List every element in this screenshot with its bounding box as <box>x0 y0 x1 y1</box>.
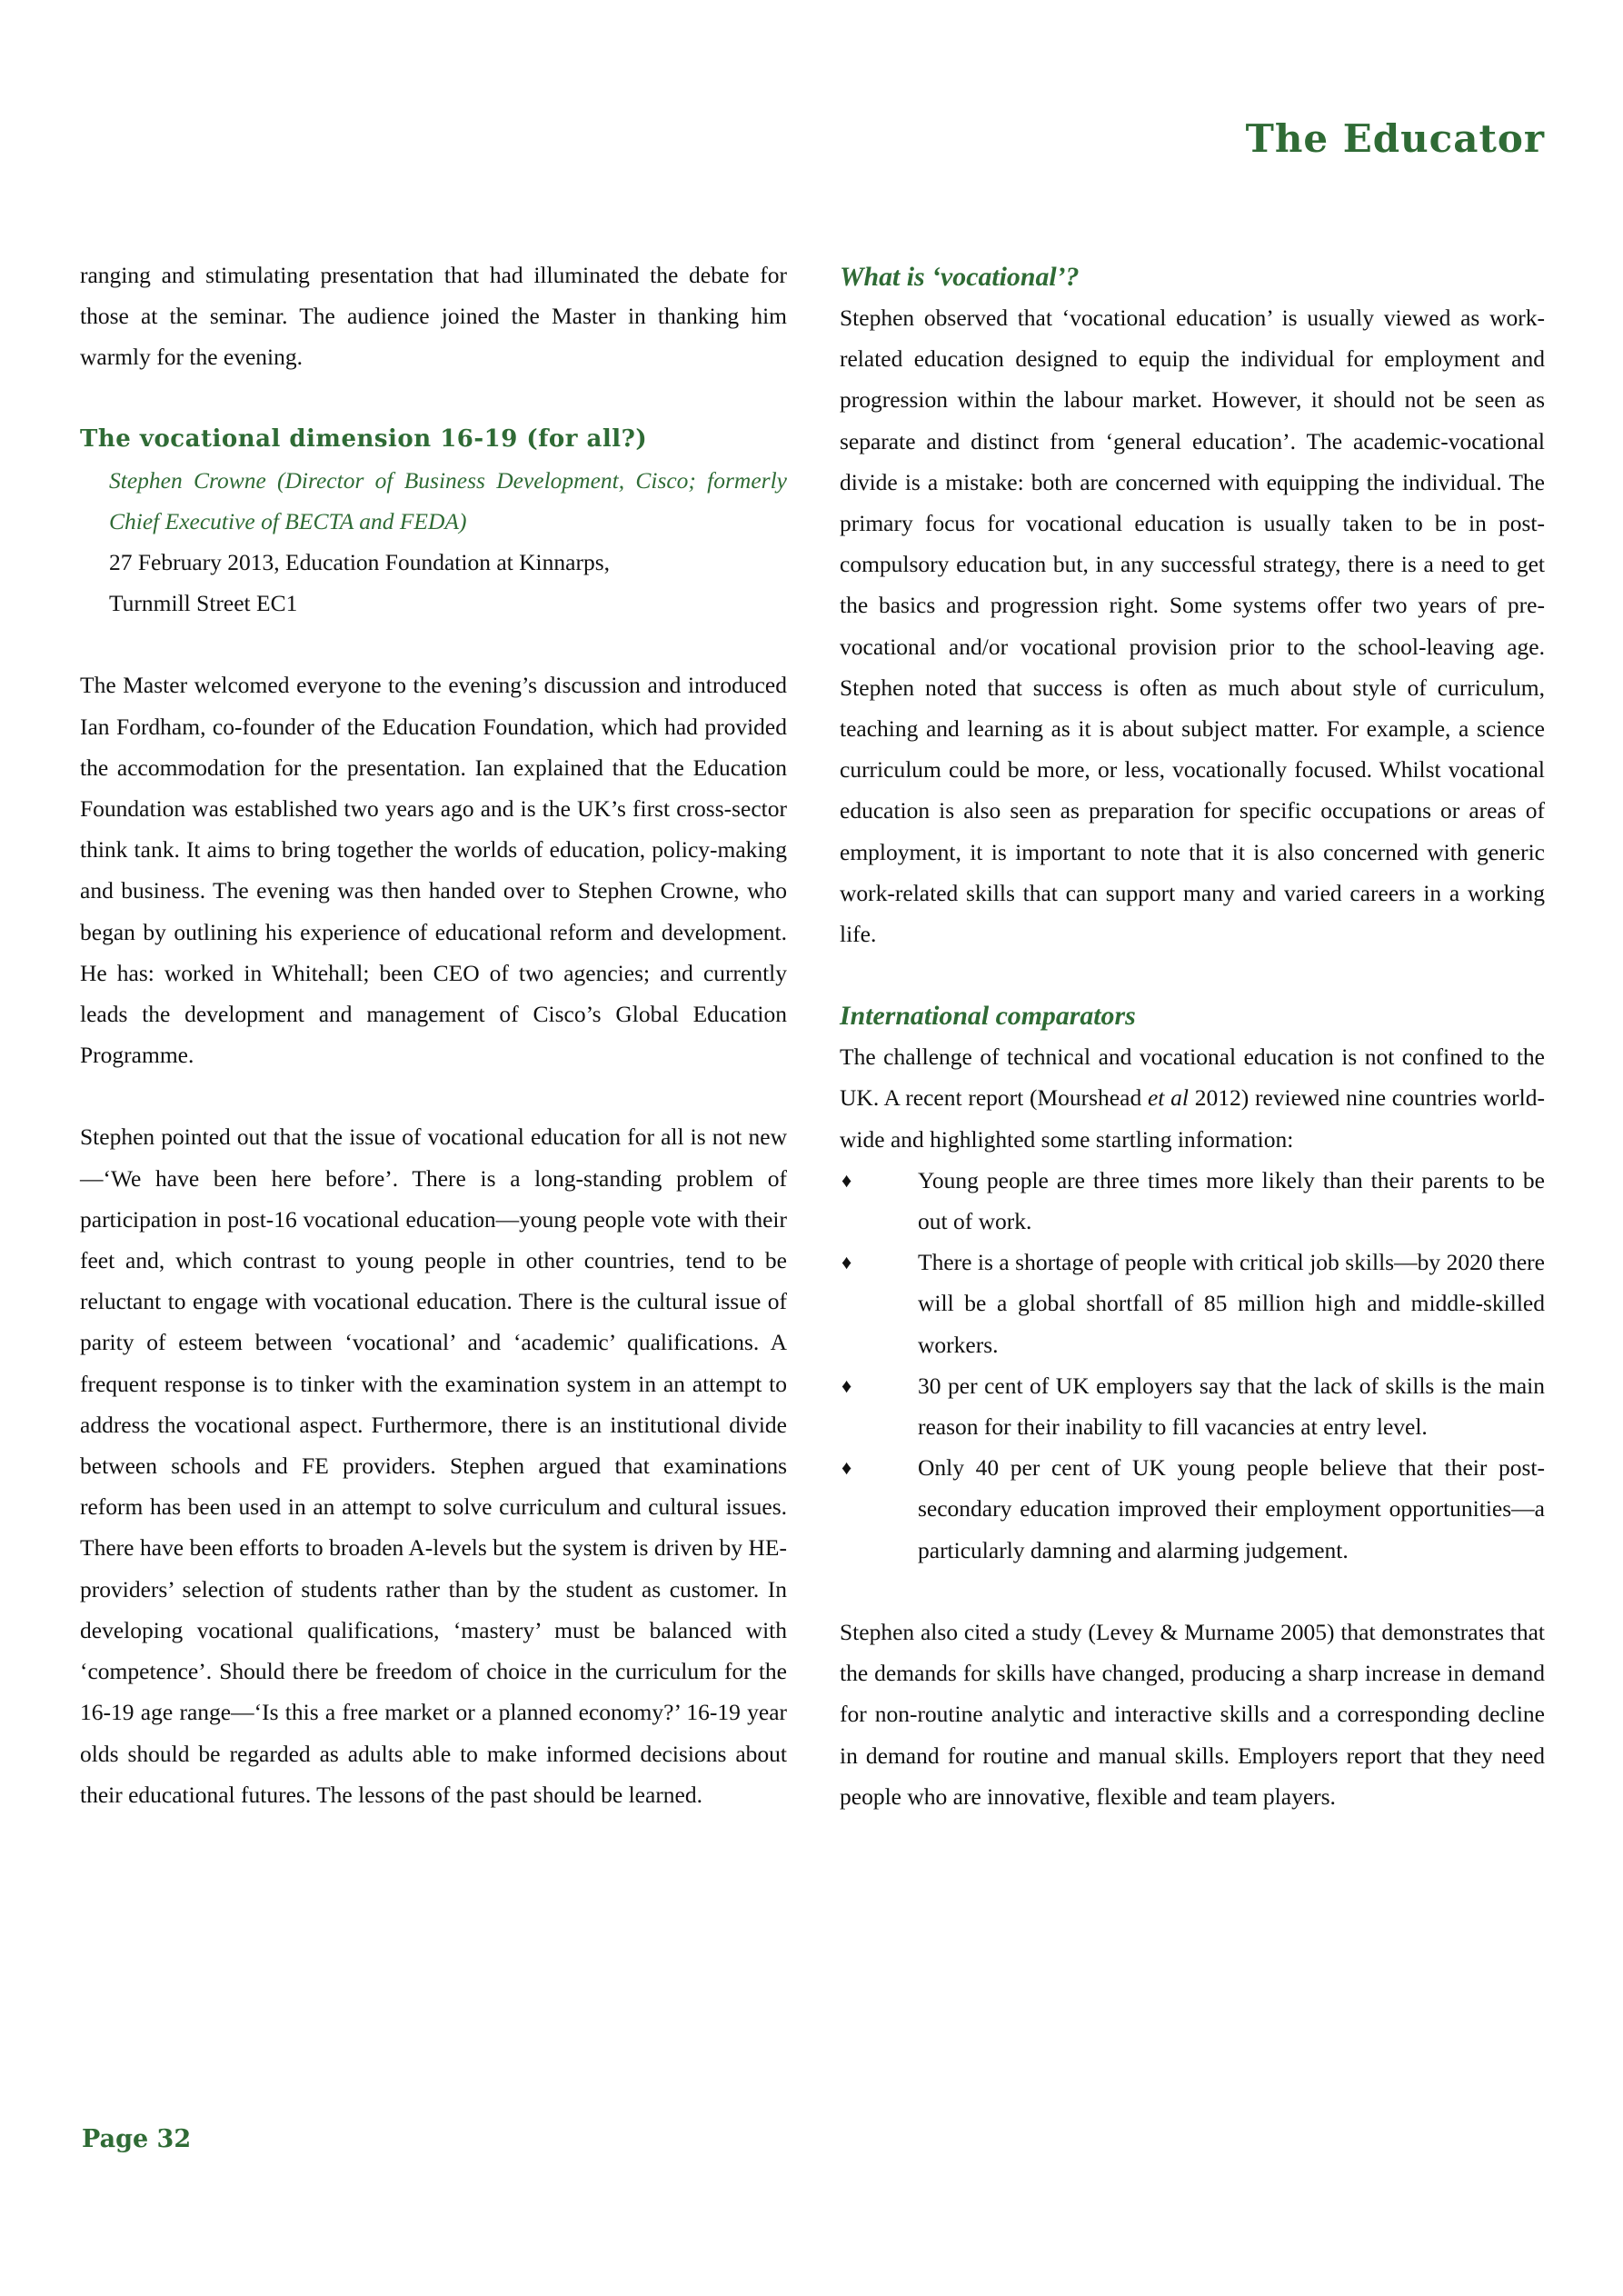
right-column <box>840 256 1545 1817</box>
diamond-bullet-icon: ♦ <box>841 1373 852 1397</box>
spacer <box>80 1075 787 1116</box>
spacer <box>840 954 1545 995</box>
subheading-international-comparators: International comparators <box>840 1001 1136 1032</box>
spacer <box>80 624 787 664</box>
publication-title: The Educator <box>1245 116 1545 161</box>
list-item-text: 30 per cent of UK employers say that the lack of skills is the main reason for their inability to fill vacancies at entry level. <box>918 1372 1545 1441</box>
diamond-bullet-icon: ♦ <box>841 1251 852 1274</box>
body-paragraph: Stephen pointed out that the issue of vocational education for all is not new—‘We have been here before’. There is a long-standing problem of participation in post-16 vocational education—young people vote with their feet and, which contrast to young people in other countries, tend to be reluctant to engage with vocational education. There is the cultural issue of parity of esteem between ‘vocational’ and ‘academic’ qualifications. A frequent response is to tinker with the examination system in an attempt to address the vocational aspect. Furthermore, there is an institutional divide between schools and FE providers. Stephen argued that examinations reform has been used in an attempt to solve curriculum and cultural issues. There have been efforts to broaden A-levels but the system is driven by HE-providers’ selection of students rather than by the student as customer. In developing vocational qualifications, ‘mastery’ must be balanced with ‘competence’. Should there be freedom of choice in the curriculum for the 16-19 age range—‘Is this a free market or a planned economy?’ 16-19 year olds should be regarded as adults able to make informed decisions about their educational futures. The lessons of the past should be learned. <box>80 1123 787 1808</box>
diamond-bullet-icon: ♦ <box>841 1456 852 1480</box>
article-byline <box>80 460 787 624</box>
body-paragraph: The Master welcomed everyone to the evening’s discussion and introduced Ian Fordham, co-founder of the Education Foundation, which had provided the accommodation for the presentation. Ian explained that the Education Foundation was established two years ago and is the UK’s first cross-sector think tank. It aims to bring together the worlds of education, policy-making and business. The evening was then handed over to Stephen Crowne, who began by outlining his experience of educational reform and development. He has: worked in Whitehall; been CEO of two agencies; and currently leads the development and management of Cisco’s Global Education Programme. <box>80 672 787 1069</box>
article-heading: The vocational dimension 16-19 (for all?) <box>80 424 648 453</box>
subheading-what-is-vocational: What is ‘vocational’? <box>840 262 1080 292</box>
event-details-line-1: 27 February 2013, Education Foundation at Kinnarps, <box>109 549 610 576</box>
intro-text: The challenge of technical and vocational education is not confined to the UK. A recent report (Mourshead <box>840 1043 1545 1112</box>
findings-list <box>840 1160 1545 1571</box>
body-paragraph <box>840 1036 1545 1160</box>
intro-italic: et al <box>1147 1084 1189 1112</box>
intro-text: 2012) reviewed nine countries world-wide and highlighted some startling information: <box>840 1084 1545 1153</box>
speaker-credit: Stephen Crowne (Director of Business Development, Cisco; formerly Chief Executive of BECTA and FEDA) <box>109 466 787 534</box>
body-paragraph: Stephen also cited a study (Levey & Murname 2005) that demonstrates that the demands for skills have changed, producing a sharp increase in demand for non-routine analytic and interactive skills and a corresponding decline in demand for routine and manual skills. Employers report that they need people who are innovative, flexible and team players. <box>840 1618 1545 1810</box>
list-item <box>840 1447 1545 1571</box>
intro-continuation: ranging and stimulating presentation that had illuminated the debate for those at the seminar. The audience joined the Master in thanking him warmly for the evening. <box>80 262 787 371</box>
event-details-line-2: Turnmill Street EC1 <box>109 590 298 617</box>
list-item <box>840 1242 1545 1365</box>
list-item <box>840 1160 1545 1242</box>
spacer <box>840 1571 1545 1612</box>
diamond-bullet-icon: ♦ <box>841 1168 852 1192</box>
page-number: Page 32 <box>82 2125 192 2153</box>
spacer <box>80 378 787 419</box>
list-item-text: There is a shortage of people with critical job skills—by 2020 there will be a global shortfall of 85 million high and middle-skilled workers. <box>918 1249 1545 1358</box>
left-column <box>80 255 787 1815</box>
list-item <box>840 1365 1545 1447</box>
list-item-text: Only 40 per cent of UK young people believe that their post-secondary education improved their employment opportunities—a particularly damning and alarming judgement. <box>918 1454 1545 1563</box>
body-paragraph: Stephen observed that ‘vocational education’ is usually viewed as work-related education designed to equip the individual for employment and progression within the labour market. However, it should not be seen as separate and distinct from ‘general education’. The academic-vocational divide is a mistake: both are concerned with equipping the individual. The primary focus for vocational education is usually taken to be in post-compulsory education but, in any successful strategy, there is a need to get the basics and progression right. Some systems offer two years of pre-vocational and/or vocational provision prior to the school-leaving age. Stephen noted that success is often as much about style of curriculum, teaching and learning as it is about subject matter. For example, a science curriculum could be more, or less, vocationally focused. Whilst vocational education is also seen as preparation for specific occupations or areas of employment, it is important to note that it is also concerned with generic work-related skills that can support many and varied careers in a working life. <box>840 304 1545 948</box>
list-item-text: Young people are three times more likely than their parents to be out of work. <box>918 1166 1545 1235</box>
